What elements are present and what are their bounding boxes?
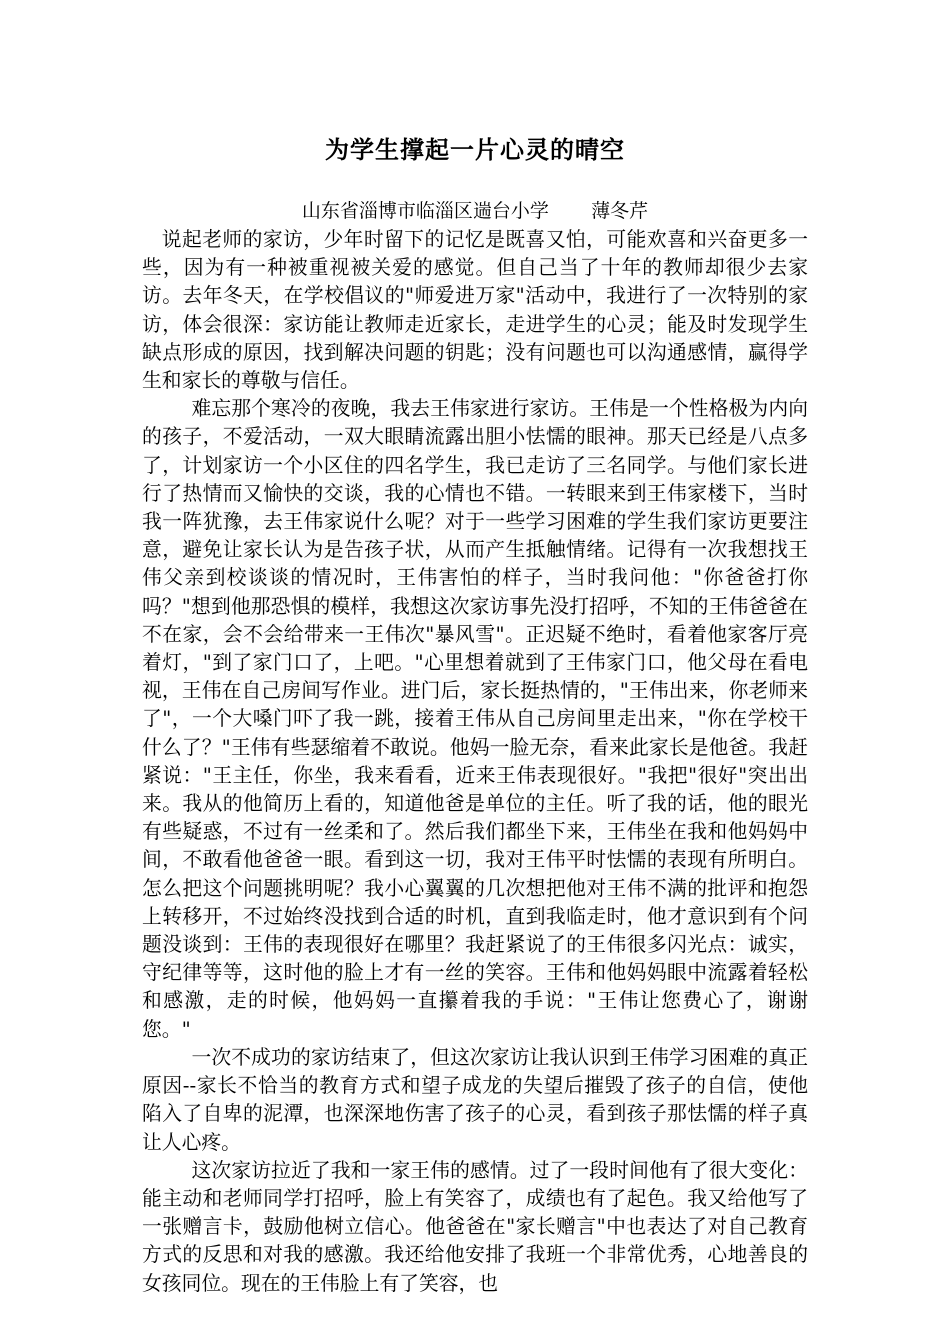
- paragraph: 这次家访拉近了我和一家王伟的感情。过了一段时间他有了很大变化：能主动和老师同学打招呼，脸上有笑容了，成绩也有了起色。我又给他写了一张赠言卡，鼓励他树立信心。他爸爸在"家长赠言"中也表达了对自己教育方式的反思和对我的感激。我还给他安排了我班一个非常优秀，心地善良的女孩同位。现在的王伟脸上有了笑容，也: [142, 1158, 808, 1295]
- author-byline: 山东省淄博市临淄区遄台小学 薄冬芹: [301, 200, 649, 222]
- paragraph: 难忘那个寒冷的夜晚，我去王伟家进行家访。王伟是一个性格极为内向的孩子，不爱活动，一双大眼睛流露出胆小怯懦的眼神。那天已经是八点多了，计划家访一个小区住的四名学生，我已走访了三名同学。与他们家长进行了热情而又愉快的交谈，我的心情也不错。一转眼来到王伟家楼下，当时我一阵犹豫，去王伟家说什么呢？对于一些学习困难的学生我们家访更要注意，避免让家长认为是告孩子状，从而产生抵触情绪。记得有一次我想找王伟父亲到校谈谈的情况时，王伟害怕的样子，当时我问他："你爸爸打你吗？"想到他那恐惧的模样，我想这次家访事先没打招呼，不知的王伟爸爸在不在家，会不会给带来一王伟次"暴风雪"。正迟疑不绝时，看着他家客厅亮着灯，"到了家门口了，上吧。"心里想着就到了王伟家门口，他父母在看电视，王伟在自己房间写作业。进门后，家长挺热情的，"王伟出来，你老师来了"，一个大嗓门吓了我一跳，接着王伟从自己房间里走出来，"你在学校干什么了？"王伟有些瑟缩着不敢说。他妈一脸无奈，看来此家长是他爸。我赶紧说："王主任，你坐，我来看看，近来王伟表现很好。"我把"很好"突出出来。我从的他简历上看的，知道他爸是单位的主任。听了我的话，他的眼光有些疑惑，不过有一丝柔和了。然后我们都坐下来，王伟坐在我和他妈妈中间，不敢看他爸爸一眼。看到这一切，我对王伟平时怯懦的表现有所明白。怎么把这个问题挑明呢？我小心翼翼的几次想把他对王伟不满的批评和抱怨上转移开，不过始终没找到合适的时机，直到我临走时，他才意识到有个问题没谈到：王伟的表现很好在哪里？我赶紧说了的王伟很多闪光点：诚实，守纪律等等，这时他的脸上才有一丝的笑容。王伟和他妈妈眼中流露着轻松和感激，走的时候，他妈妈一直攥着我的手说："王伟让您费心了，谢谢您。": [142, 397, 808, 1041]
- document-title: 为学生撑起一片心灵的晴空: [325, 135, 625, 164]
- paragraph: 一次不成功的家访结束了，但这次家访让我认识到王伟学习困难的真正原因--家长不恰当的教育方式和望子成龙的失望后摧毁了孩子的自信，使他陷入了自卑的泥潭，也深深地伤害了孩子的心灵，看到孩子那怯懦的样子真让人心疼。: [142, 1045, 808, 1154]
- paragraph: 说起老师的家访，少年时留下的记忆是既喜又怕，可能欢喜和兴奋更多一些，因为有一种被重视被关爱的感觉。但自己当了十年的教师却很少去家访。去年冬天，在学校倡议的"师爱进万家"活动中，我进行了一次特别的家访，体会很深：家访能让教师走近家长，走进学生的心灵；能及时发现学生缺点形成的原因，找到解决问题的钥匙；没有问题也可以沟通感情，赢得学生和家长的尊敬与信任。: [142, 228, 808, 393]
- document-page: [142, 130, 808, 1298]
